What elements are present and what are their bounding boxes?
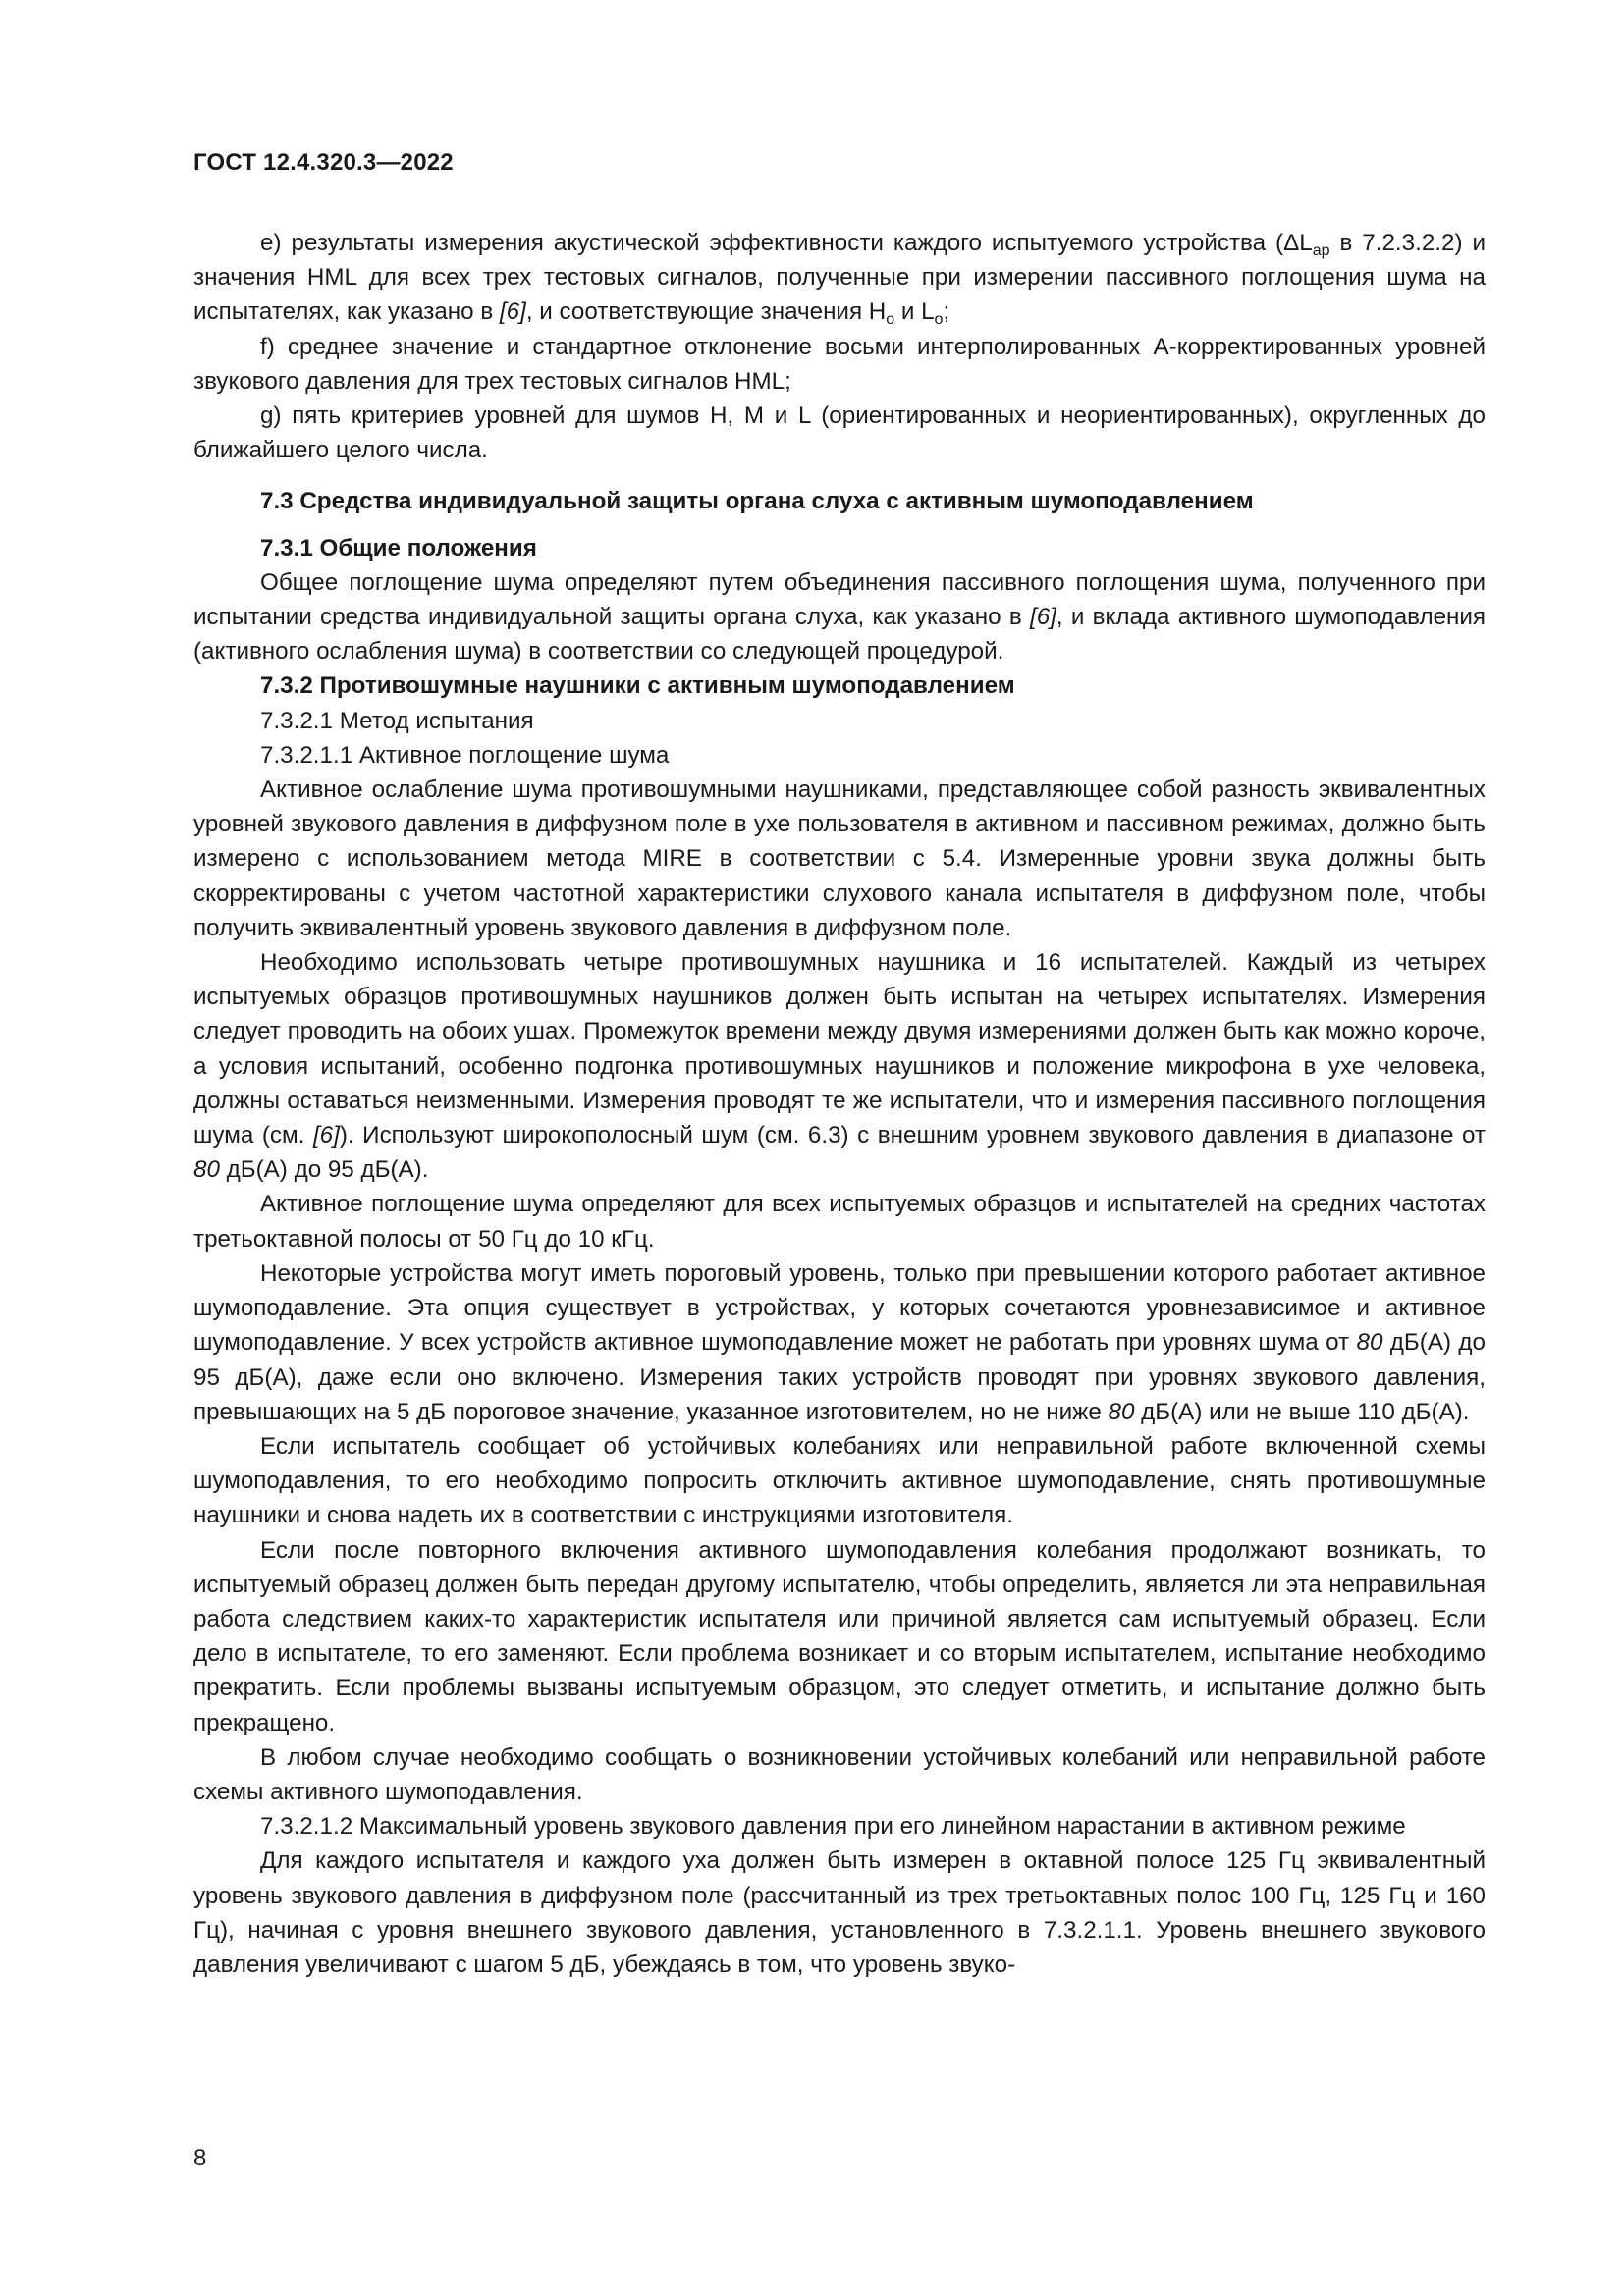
list-item-f: f) среднее значение и стандартное отклонение восьми интерполированных А-корректированных уровней звукового давления для трех тестовых сигналов HML; <box>193 333 1486 395</box>
paragraph-test-subjects: Необходимо использовать четыре противошумных наушника и 16 испытателей. Каждый из четырех испытуемых образцов противошумных наушников должен быть испытан на четырех испытателях. Измерения следует проводить на обоих ушах. Промежуток времени между двумя измерениями должен быть как можно короче, а условия испытаний, особенно подгонка противошумных наушников и положение микрофона в ухе человека, должны оставаться неизменными. Измерения проводят те же испытатели, что и измерения пассивного поглощения шума (см. [6]). Используют широкополосный шум (см. 6.3) с внешним уровнем звукового давления в диапазоне от 80 дБ(А) до 95 дБ(А). <box>193 949 1486 1184</box>
section-heading-7-3: 7.3 Средства индивидуальной защиты органа слуха с активным шумоподавлением <box>260 488 1254 515</box>
paragraph-report-requirement: В любом случае необходимо сообщать о возникновении устойчивых колебаний или неправильной работе схемы активного шумоподавления. <box>193 1743 1486 1805</box>
list-item-g: g) пять критериев уровней для шумов H, M и L (ориентированных и неориентированных), округленных до ближайшего целого числа. <box>193 402 1486 464</box>
list-item-e: e) результаты измерения акустической эффективности каждого испытуемого устройства ($\Delta L_{ap}$ в 7.2.3.2.2) и значения HML для всех трех тестовых сигналов, полученные при измерении пассивного поглощения шума на испытателях, как указано в [6], и соответствующие значения $H_o$ и $L_o$; <box>193 230 1486 329</box>
paragraph-threshold-level: Некоторые устройства могут иметь пороговый уровень, только при превышении которого работает активное шумоподавление. Эта опция существует в устройствах, у которых сочетаются уровнезависимое и активное шумоподавление. У всех устройств активное шумоподавление может не работать при уровнях шума от 80 дБ(А) до 95 дБ(А), даже если оно включено. Измерения таких устройств проводят при уровнях звукового давления, превышающих на 5 дБ пороговое значение, указанное изготовителем, но не ниже 80 дБ(А) или не выше 110 дБ(А). <box>193 1259 1486 1425</box>
paragraph-oscillation-report: Если испытатель сообщает об устойчивых колебаниях или неправильной работе включенной схемы шумоподавления, то его необходимо попросить отключить активное шумоподавление, снять противошумные наушники и снова надеть их в соответствии с инструкциями изготовителя. <box>193 1432 1486 1529</box>
section-heading-7-3-2-1: 7.3.2.1 Метод испытания <box>260 707 534 734</box>
paragraph-oscillation-continue: Если после повторного включения активного шумоподавления колебания продолжают возникать, то испытуемый образец должен быть передан другому испытателю, чтобы определить, является ли эта неправильная работа следствием каких-то характеристик испытателя или причиной является сам испытуемый образец. Если дело в испытателе, то его заменяют. Если проблема возникает и со вторым испытателем, испытание необходимо прекратить. Если проблемы вызваны испытуемым образцом, это следует отметить, и испытание должно быть прекращено. <box>193 1536 1486 1736</box>
paragraph-general: Общее поглощение шума определяют путем объединения пассивного поглощения шума, полученного при испытании средства индивидуальной защиты органа слуха, как указано в [6], и вклада активного шумоподавления (активного ослабления шума) в соответствии со следующей процедурой. <box>193 568 1486 666</box>
section-heading-7-3-2-1-2: 7.3.2.1.2 Максимальный уровень звукового давления при его линейном нарастании в активном режиме <box>260 1813 1406 1841</box>
section-heading-7-3-2: 7.3.2 Противошумные наушники с активным шумоподавлением <box>260 672 1015 700</box>
section-heading-7-3-1: 7.3.1 Общие положения <box>260 534 537 561</box>
page-number: 8 <box>193 2145 207 2171</box>
standard-header: ГОСТ 12.4.320.3—2022 <box>193 149 454 176</box>
paragraph-frequency-range: Активное поглощение шума определяют для всех испытуемых образцов и испытателей на средних частотах третьоктавной полосы от 50 Гц до 10 кГц. <box>193 1191 1486 1253</box>
section-heading-7-3-2-1-1: 7.3.2.1.1 Активное поглощение шума <box>260 741 670 769</box>
paragraph-octave-measurement: Для каждого испытателя и каждого уха должен быть измерен в октавной полосе 125 Гц эквивалентный уровень звукового давления в диффузном поле (рассчитанный из трех третьоктавных полос 100 Гц, 125 Гц и 160 Гц), начиная с уровня внешнего звукового давления, установленного в 7.3.2.1.1. Уровень внешнего звукового давления увеличивают с шагом 5 дБ, убеждаясь в том, что уровень звуко- <box>193 1847 1486 1978</box>
paragraph-active-attenuation: Активное ослабление шума противошумными наушниками, представляющее собой разность эквивалентных уровней звукового давления в диффузном поле в ухе пользователя в активном и пассивном режимах, должно быть измерено с использованием метода MIRE в соответствии с 5.4. Измеренные уровни звука должны быть скорректированы с учетом частотной характеристики слухового канала испытателя в диффузном поле, чтобы получить эквивалентный уровень звукового давления в диффузном поле. <box>193 776 1486 941</box>
document-body <box>193 226 1486 1982</box>
